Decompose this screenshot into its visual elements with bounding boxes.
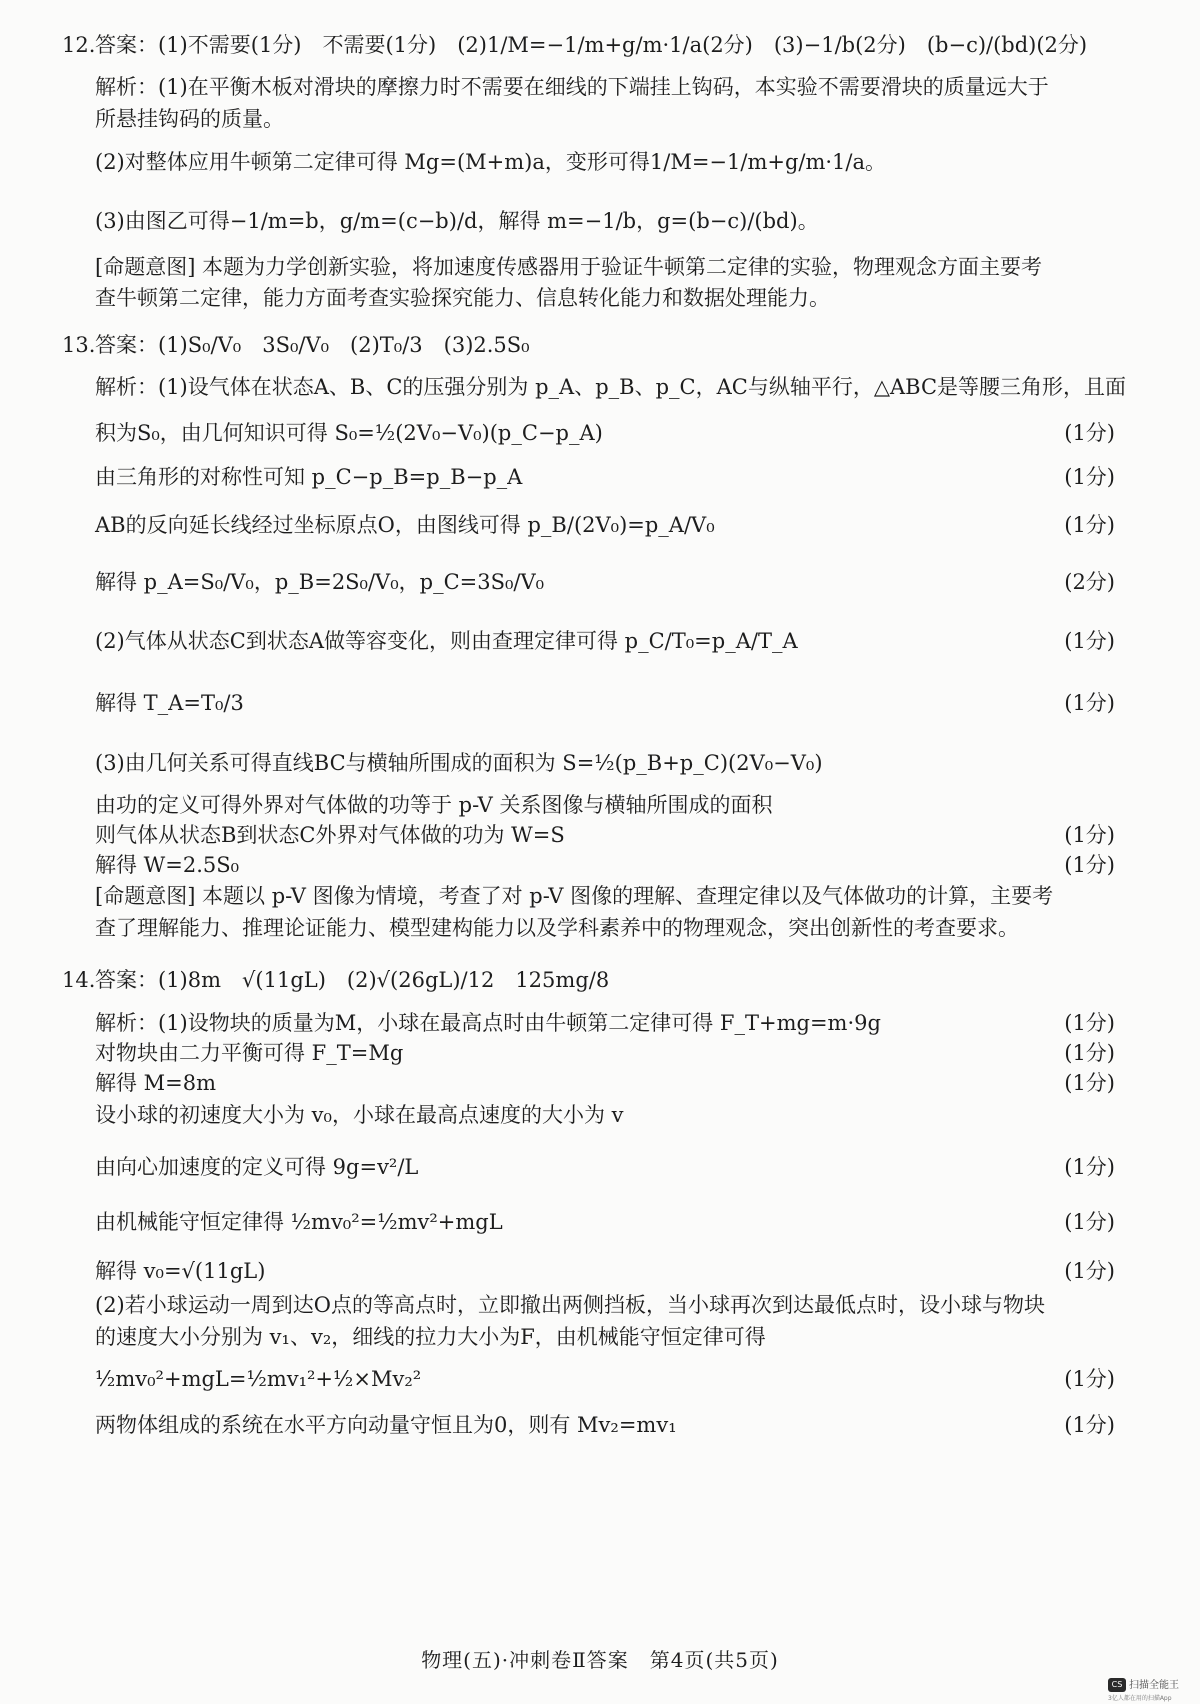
score-mark: (1分) (1064, 691, 1115, 715)
q12-analysis-4: (3)由图乙可得−1/m=b，g/m=(c−b)/d，解得 m=−1/b，g=(b−c)/(bd)。 (95, 209, 819, 233)
q13-analysis-5: 解得 p_A=S₀/V₀，p_B=2S₀/V₀，p_C=3S₀/V₀ (2分) (95, 567, 1115, 597)
score-mark: (1分) (1064, 1011, 1115, 1035)
q12-analysis-3: (2)对整体应用牛顿第二定律可得 Mg=(M+m)a，变形可得1/M=−1/m+g/m·1/a。 (95, 150, 887, 174)
score-mark: (2分) (1064, 570, 1115, 594)
score-mark: (1分) (1064, 1071, 1115, 1095)
q14-analysis-10: ½mv₀²+mgL=½mv₁²+½×Mv₂² (1分) (95, 1364, 1115, 1394)
q13-intent-2: 查了理解能力、推理论证能力、模型建构能力以及学科素养中的物理观念，突出创新性的考查要求。 (95, 916, 1019, 940)
q13-analysis-7: 解得 T_A=T₀/3 (1分) (95, 688, 1115, 718)
q13-analysis-9: 由功的定义可得外界对气体做的功等于 p-V 关系图像与横轴所围成的面积 (95, 793, 773, 817)
scanner-name: 扫描全能王 (1129, 1680, 1179, 1691)
q12-analysis-2: 所悬挂钩码的质量。 (95, 107, 284, 131)
scanner-tagline: 3亿人都在用的扫描App (1108, 1695, 1172, 1702)
score-mark: (1分) (1064, 1413, 1115, 1437)
q13-analysis-11: 解得 W=2.5S₀ (1分) (95, 850, 1115, 880)
score-mark: (1分) (1064, 1210, 1115, 1234)
q14-analysis-6: 由机械能守恒定律得 ½mv₀²=½mv²+mgL (1分) (95, 1207, 1115, 1237)
q14-answer: 答案：(1)8m √(11gL) (2)√(26gL)/12 125mg/8 (95, 968, 610, 992)
scanner-logo-icon: CS (1108, 1678, 1126, 1692)
score-mark: (1分) (1064, 1259, 1115, 1283)
q13-analysis-4: AB的反向延长线经过坐标原点O，由图线可得 p_B/(2V₀)=p_A/V₀ (1分) (95, 510, 1115, 540)
q14-analysis-11: 两物体组成的系统在水平方向动量守恒且为0，则有 Mv₂=mv₁ (1分) (95, 1410, 1115, 1440)
q12-intent-2: 查牛顿第二定律，能力方面考查实验探究能力、信息转化能力和数据处理能力。 (95, 286, 830, 310)
score-mark: (1分) (1064, 853, 1115, 877)
score-mark: (1分) (1064, 1041, 1115, 1065)
q13-analysis-1: 解析：(1)设气体在状态A、B、C的压强分别为 p_A、p_B、p_C，AC与纵轴平行，△ABC是等腰三角形，且面 (95, 375, 1127, 399)
score-mark: (1分) (1064, 465, 1115, 489)
score-mark: (1分) (1064, 1155, 1115, 1179)
q12-analysis-1: 解析：(1)在平衡木板对滑块的摩擦力时不需要在细线的下端挂上钩码，本实验不需要滑块的质量远大于 (95, 75, 1049, 99)
page-footer: 物理(五)·冲刺卷Ⅱ答案 第4页(共5页) (421, 1648, 779, 1672)
q14-analysis-3: 解得 M=8m (1分) (95, 1068, 1115, 1098)
q13-analysis-2: 积为S₀，由几何知识可得 S₀=½(2V₀−V₀)(p_C−p_A) (1分) (95, 418, 1115, 448)
score-mark: (1分) (1064, 1367, 1115, 1391)
q12-intent-1: [命题意图] 本题为力学创新实验，将加速度传感器用于验证牛顿第二定律的实验，物理观念方面主要考 (95, 255, 1043, 279)
scanner-watermark (1108, 1676, 1188, 1702)
q14-analysis-4: 设小球的初速度大小为 v₀，小球在最高点速度的大小为 v (95, 1103, 624, 1127)
q13-number: 13. (62, 333, 96, 357)
q13-answer: 答案：(1)S₀/V₀ 3S₀/V₀ (2)T₀/3 (3)2.5S₀ (95, 333, 530, 357)
q14-analysis-1: 解析：(1)设物块的质量为M，小球在最高点时由牛顿第二定律可得 F_T+mg=m·9g (1分) (95, 1008, 1115, 1038)
q14-analysis-5: 由向心加速度的定义可得 9g=v²/L (1分) (95, 1152, 1115, 1182)
q14-number: 14. (62, 968, 96, 992)
score-mark: (1分) (1064, 629, 1115, 653)
q13-analysis-3: 由三角形的对称性可知 p_C−p_B=p_B−p_A (1分) (95, 462, 1115, 492)
q14-analysis-2: 对物块由二力平衡可得 F_T=Mg (1分) (95, 1038, 1115, 1068)
q13-intent-1: [命题意图] 本题以 p-V 图像为情境，考查了对 p-V 图像的理解、查理定律以及气体做功的计算，主要考 (95, 884, 1054, 908)
q14-analysis-9: 的速度大小分别为 v₁、v₂，细线的拉力大小为F，由机械能守恒定律可得 (95, 1325, 766, 1349)
q13-analysis-8: (3)由几何关系可得直线BC与横轴所围成的面积为 S=½(p_B+p_C)(2V₀−V₀) (95, 751, 823, 775)
q13-analysis-10: 则气体从状态B到状态C外界对气体做的功为 W=S (1分) (95, 820, 1115, 850)
q12-number: 12. (62, 33, 96, 57)
q13-analysis-6: (2)气体从状态C到状态A做等容变化，则由查理定律可得 p_C/T₀=p_A/T_A (1分) (95, 626, 1115, 656)
score-mark: (1分) (1064, 513, 1115, 537)
q14-analysis-7: 解得 v₀=√(11gL) (1分) (95, 1256, 1115, 1286)
score-mark: (1分) (1064, 823, 1115, 847)
q12-answer: 答案：(1)不需要(1分) 不需要(1分) (2)1/M=−1/m+g/m·1/a(2分) (3)−1/b(2分) (b−c)/(bd)(2分) (95, 33, 1088, 57)
q14-analysis-8: (2)若小球运动一周到达O点的等高点时，立即撤出两侧挡板，当小球再次到达最低点时，设小球与物块 (95, 1293, 1045, 1317)
score-mark: (1分) (1064, 421, 1115, 445)
